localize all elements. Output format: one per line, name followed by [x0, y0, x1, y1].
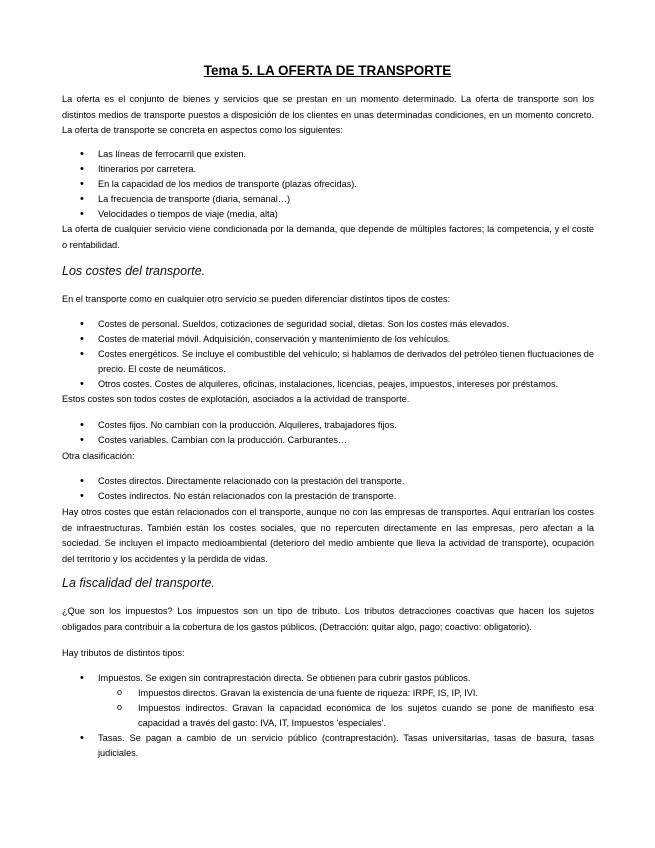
- list-item: • Costes directos. Directamente relacionado con la prestación del transporte.: [62, 474, 594, 489]
- list-item: • Costes de personal. Sueldos, cotizaciones de seguridad social, dietas. Son los costes más elevados.: [62, 317, 594, 332]
- list-item: • Itinerarios por carretera.: [62, 162, 594, 177]
- list-item: • Costes energéticos. Se incluye el combustible del vehículo; si hablamos de derivados del petróleo tienen fluctuaciones de precio. El coste de neumáticos.: [62, 347, 594, 377]
- exploitation-paragraph: Estos costes son todos costes de explotación, asociados a la actividad de transporte.: [62, 394, 410, 404]
- costs-heading: Los costes del transporte.: [62, 264, 206, 278]
- list-item: • Otros costes. Costes de alquileres, oficinas, instalaciones, licencias, peajes, impuestos, intereses por préstamos.: [62, 377, 594, 392]
- list-item: [62, 671, 594, 731]
- intro-paragraph: La oferta es el conjunto de bienes y servicios que se prestan en un momento determinado. La oferta de transporte son los distintos medios de transporte puestos a disposición de los clientes en unas determinadas condiciones, en un momento concreto. La oferta de transporte se concreta en aspectos como los siguientes:: [62, 94, 594, 135]
- sub-list-item: o Impuestos indirectos. Gravan la capacidad económica de los sujetos cuando se pone de manifiesto esa capacidad a través del gasto: IVA, IT, Impuestos 'especiales'.: [98, 701, 594, 731]
- impuestos-sublist: [98, 686, 594, 731]
- other-classification-label: Otra clasificación:: [62, 451, 135, 461]
- list-item: • Velocidades o tiempos de viaje (media, alta): [62, 207, 594, 222]
- cost-types-list: [62, 317, 594, 392]
- list-item: • Las líneas de ferrocarril que existen.: [62, 147, 594, 162]
- fixed-variable-list: [62, 418, 594, 448]
- taxes-paragraph: ¿Que son los impuestos? Los impuestos son un tipo de tributo. Los tributos detracciones coactivas que hacen los sujetos obligados para contribuir a la cobertura de los gastos públicos. (Detracción: quitar algo, pago; coactivo: obligatorio).: [62, 606, 594, 632]
- impuestos-text: Impuestos. Se exigen sin contraprestación directa. Se obtienen para cubrir gastos públicos.: [98, 673, 471, 683]
- other-costs-paragraph: Hay otros costes que están relacionados con el transporte, aunque no con las empresas de transportes. Aquí entrarían los costes de infraestructuras. También están los costes sociales, que no repercuten directamente en las empresas, pero afectan a la sociedad. Se incluyen el impacto medioambiental (deterioro del medio ambiente que lleva la actividad de transporte), ocupación del territorio y los accidentes y la pérdida de vidas.: [62, 507, 594, 564]
- costs-intro: En el transporte como en cualquier otro servicio se pueden diferenciar distintos tipos de costes:: [62, 294, 451, 304]
- list-item: • En la capacidad de los medios de transporte (plazas ofrecidas).: [62, 177, 594, 192]
- page-title: Tema 5. LA OFERTA DE TRANSPORTE: [203, 63, 452, 78]
- list-item: • Tasas. Se pagan a cambio de un servicio público (contraprestación). Tasas universitarias, tasas de basura, tasas judiciales.: [62, 731, 594, 761]
- list-item: • Costes de material móvil. Adquisición, conservación y mantenimiento de los vehículos.: [62, 332, 594, 347]
- direct-indirect-list: [62, 474, 594, 504]
- aspects-list: [62, 147, 594, 222]
- sub-list-item: o Impuestos directos. Gravan la existencia de una fuente de riqueza: IRPF, IS, IP, IVI.: [98, 686, 594, 701]
- list-item: • Costes indirectos. No están relacionados con la prestación de transporte.: [62, 489, 594, 504]
- fiscal-heading: La fiscalidad del transporte.: [62, 576, 215, 590]
- tributes-list: [62, 671, 594, 761]
- list-item: • La frecuencia de transporte (diaria, semanal…): [62, 192, 594, 207]
- list-item: • Costes variables. Cambian con la producción. Carburantes…: [62, 433, 594, 448]
- demand-paragraph: La oferta de cualquier servicio viene condicionada por la demanda, que depende de múltiples factores; la competencia, y el coste o rentabilidad.: [62, 224, 594, 250]
- tribute-types-intro: Hay tributos de distintos tipos:: [62, 648, 185, 658]
- list-item: • Costes fijos. No cambian con la producción. Alquileres, trabajadores fijos.: [62, 418, 594, 433]
